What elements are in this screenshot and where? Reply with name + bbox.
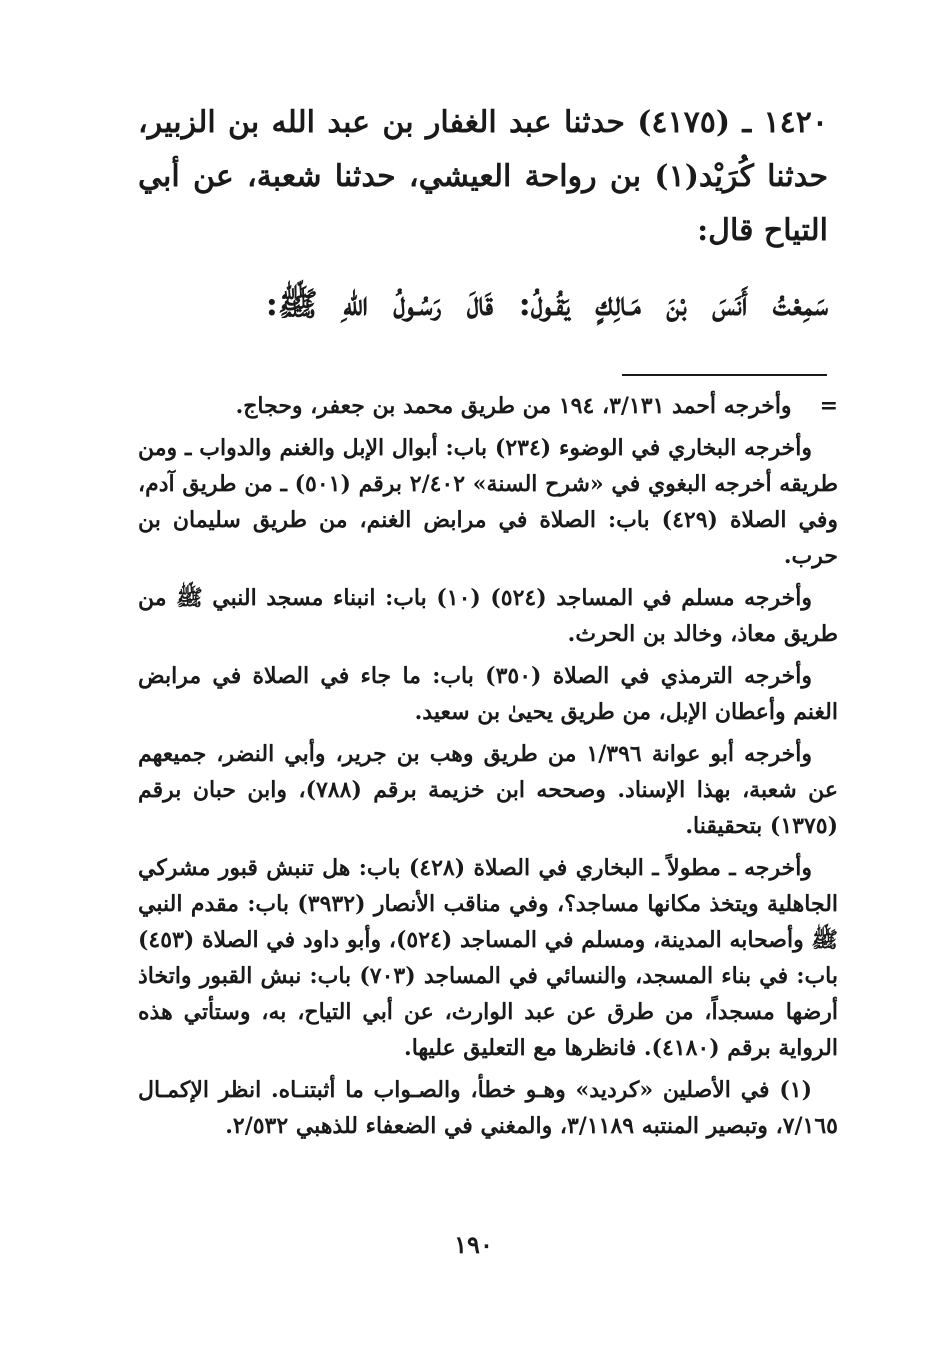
page-number: ١٩٠ <box>454 1230 493 1259</box>
footnote-paragraph: وأخرجه الترمذي في الصلاة (٣٥٠) باب: ما جاء في الصلاة في مرابض الغنم وأعطان الإبل، من طريق يحيىٰ بن سعيد. <box>138 663 838 725</box>
footnote-separator <box>622 374 827 376</box>
footnote-first-line <box>138 388 838 424</box>
footnote-paragraph: وأخرجه ـ مطولاً ـ البخاري في الصلاة (٤٢٨) باب: هل تنبش قبور مشركي الجاهلية ويتخذ مكانها مساجد؟، وفي مناقب الأنصار (٣٩٣٢) باب: مقدم النبي ﷺ وأصحابه المدينة، ومسلم في المساجد (٥٢٤)، وأبو داود في الصلاة (٤٥٣) باب: في بناء المسجد، والنسائي في المساجد (٧٠٣) باب: نبش القبور واتخاذ أرضها مسجداً، من طرق عن عبد الوارث، عن أبي التياح، به، وستأتي هذه الرواية برقم (٤١٨٠). فانظرها مع التعليق عليها. <box>138 855 839 1061</box>
footnote-paragraph: وأخرجه مسلم في المساجد (٥٢٤) (١٠) باب: انبناء مسجد النبي ﷺ من طريق معاذ، وخالد بن الحرث. <box>138 585 838 647</box>
footnote-text: وأخرجه أحمد ٣/١٣١، ١٩٤ من طريق محمد بن جعفر، وحجاج. <box>235 393 792 419</box>
hadith-isnad-paragraph: ١٤٢٠ ـ (٤١٧٥) حدثنا عبد الغفار بن عبد الله بن الزبير، حدثنا كُرَيْد(١) بن رواحة العيشي، حدثنا شعبة، عن أبي التياح قال: <box>138 105 829 248</box>
footnote-note-1: (١) في الأصلين «كرديد» وهـو خطأ، والصـواب ما أثبتنـاه. انظر الإكمـال ٧/١٦٥، وتبصير المنتبه ٣/١١٨٩، والمغني في الضعفاء للذهبي ٢/٥٣٢. <box>138 1077 838 1139</box>
hadith-main-text <box>138 96 828 258</box>
footnote-paragraph: وأخرجه البخاري في الوضوء (٢٣٤) باب: أبوال الإبل والغنم والدواب ـ ومن طريقه أخرجه البغوي في «شرح السنة» ٢/٤٠٢ برقم (٥٠١) ـ من طريق آدم، وفي الصلاة (٤٢٩) باب: الصلاة في مرابض الغنم، من طريق سليمان بن حرب. <box>138 435 838 569</box>
hadith-matn-opening: سَمِعْتُ أَنَسَ بْنَ مَـالِكٍ يَقُـولُ: قَالَ رَسُـولُ اللهِ ﷺ: <box>265 284 828 323</box>
footnote-paragraph: وأخرجه أبو عوانة ١/٣٩٦ من طريق وهب بن جرير، وأبي النضر، جميعهم عن شعبة، بهذا الإسناد. وصححه ابن خزيمة برقم (٧٨٨)، وابن حبان برقم (١٣٧٥) بتحقيقنا. <box>138 741 838 839</box>
footnotes-section <box>138 388 838 1150</box>
continuation-mark: = <box>819 393 838 419</box>
